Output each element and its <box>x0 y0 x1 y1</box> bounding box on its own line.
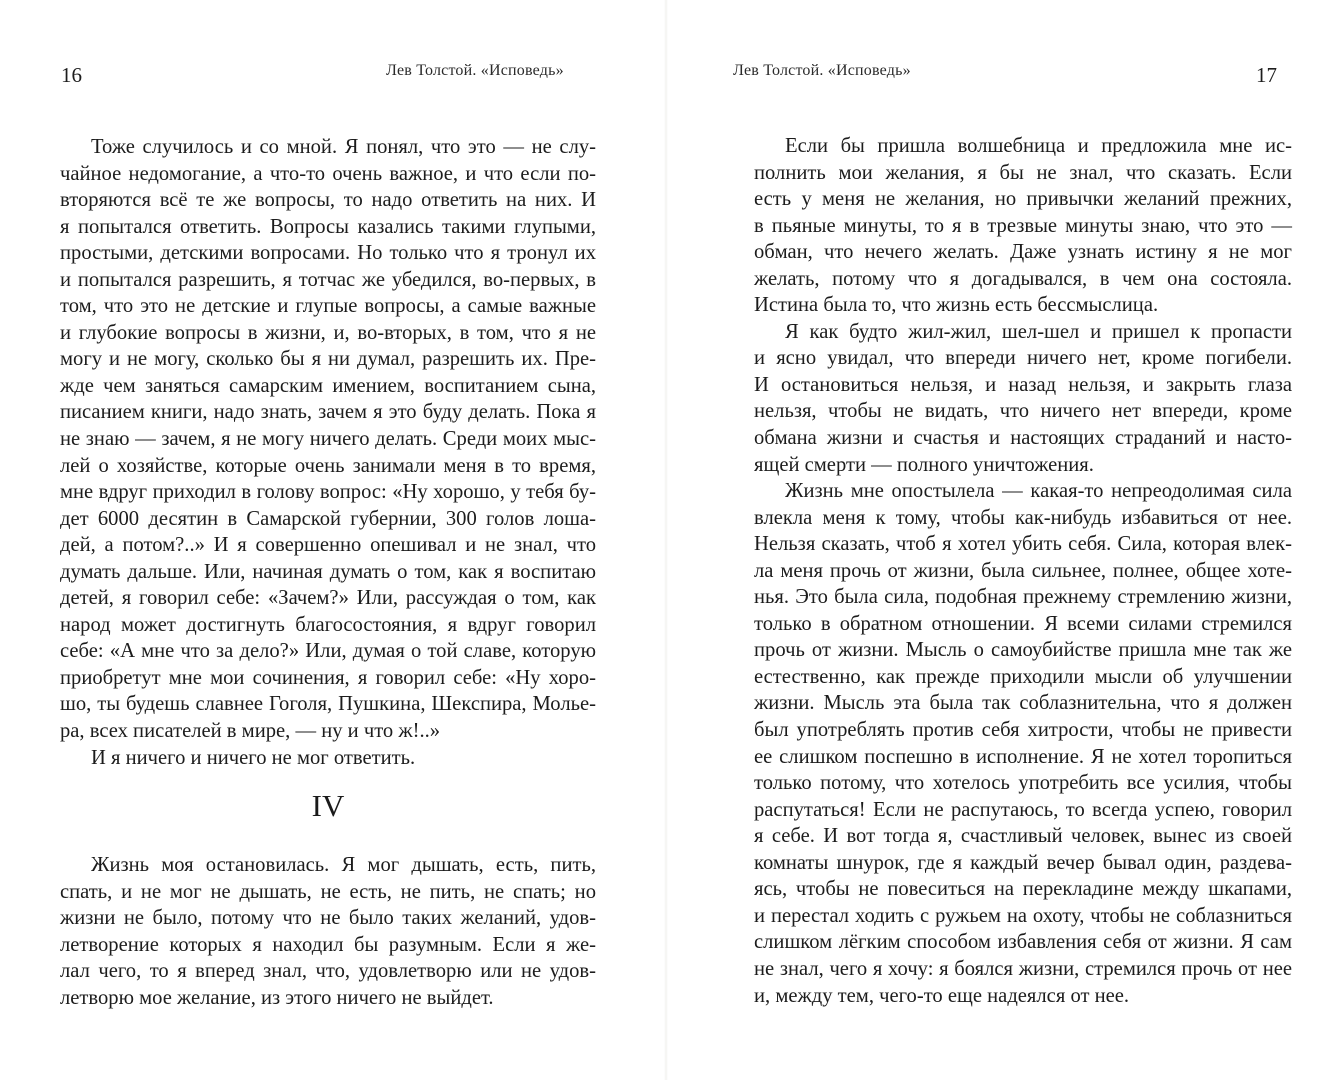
text-line: ра, всех писателей в мире, — ну и что ж!..» <box>60 720 441 743</box>
text-line: не знал, чего я хочу: я боялся жизни, стремился прочь от нее <box>754 957 1292 980</box>
text-line: Нельзя сказать, чтоб я хотел убить себя. Сила, которая влек- <box>754 533 1292 556</box>
text-line: шо, ты будешь славнее Гоголя, Пушкина, Шекспира, Молье- <box>60 693 596 716</box>
text-line: детей, я говорил себе: «Зачем?» Или, рассуждая о том, как <box>60 587 596 610</box>
text-line: прочь от жизни. Мысль о самоубийстве пришла мне так же <box>754 639 1292 662</box>
text-line: Я как будто жил-жил, шел-шел и пришел к пропасти <box>785 320 1292 343</box>
text-line: и, между тем, чего-то еще надеялся от нее. <box>754 984 1130 1007</box>
text-line: комнаты шнурок, где я каждый вечер бывал один, раздева- <box>754 851 1292 874</box>
text-line: писанием книги, надо знать, зачем я это буду делать. Пока я <box>60 401 596 424</box>
text-line: только в обратном отношении. Я всеми силами стремился <box>754 612 1292 635</box>
text-line: и попытался разрешить, я тотчас же убедился, во-первых, в <box>60 268 596 291</box>
text-line: могу и не могу, сколько бы я ни думал, разрешить их. Пре- <box>60 348 596 371</box>
text-line: жизни не было, потому что не было таких желаний, удов- <box>60 907 596 930</box>
text-line: лей о хозяйстве, которые очень занимали меня в то время, <box>60 454 596 477</box>
text-line: полнить мои желания, я бы не знал, что сказать. Если <box>754 161 1292 184</box>
text-line: я себе. И вот тогда я, счастливый человек, вынес из своей <box>754 825 1292 848</box>
text-line: дей, а потом?..» И я совершенно опешивал и не знал, что <box>60 534 596 557</box>
text-line: естественно, как прежде приходили мысли об улучшении <box>754 665 1292 688</box>
text-line: желать, потому что я догадывался, в чем она состояла. <box>754 267 1292 290</box>
text-line: ее слишком поспешно в исполнение. Я не хотел торопиться <box>754 745 1292 768</box>
text-line: простыми, детскими вопросами. Но только что я тронул их <box>60 242 596 265</box>
text-line: в пьяные минуты, то я в трезвые минуты знаю, что это — <box>754 214 1292 237</box>
text-line: И остановиться нельзя, и назад нельзя, и закрыть глаза <box>754 373 1292 396</box>
page-body <box>60 134 596 1011</box>
text-line: и ясно увидал, что впереди ничего нет, кроме погибели. <box>754 347 1292 370</box>
text-line: только потому, что хотелось употребить все усилия, чтобы <box>754 772 1292 795</box>
text-line: думать дальше. Или, начиная думать о том, как я воспитаю <box>60 560 596 583</box>
text-line: ла меня прочь от жизни, была сильнее, полнее, общее хоте- <box>754 559 1292 582</box>
text-line: обман, что нечего желать. Даже узнать истину я не мог <box>754 241 1292 264</box>
text-line: И я ничего и ничего не мог ответить. <box>91 746 416 769</box>
text-line: и глубокие вопросы в жизни, и, во-вторых, в том, что я не <box>60 321 596 344</box>
chapter-heading: IV <box>311 788 345 824</box>
text-line: себе: «А мне что за дело?» Или, думая о той славе, которую <box>60 640 596 663</box>
text-line: Тоже случилось и со мной. Я понял, что это — не слу- <box>91 136 596 158</box>
page-number: 17 <box>1256 63 1277 87</box>
left-page <box>0 0 664 1080</box>
text-line: летворю мое желание, из этого ничего не выйдет. <box>60 986 494 1009</box>
text-line: распутаться! Если не распутаюсь, то всегда успею, говорил <box>754 798 1292 821</box>
page-number: 16 <box>61 63 82 87</box>
text-line: не знаю — зачем, я не могу ничего делать. Среди моих мыс- <box>60 428 596 451</box>
text-line: дет 6000 десятин в Самарской губернии, 300 голов лоша- <box>60 507 596 530</box>
text-line: жде чем заняться самарским имением, воспитанием сына, <box>60 374 596 397</box>
running-head: Лев Толстой. «Исповедь» <box>733 62 911 79</box>
text-line: народ может достигнуть благосостояния, я вдруг говорил <box>60 613 596 636</box>
text-line: том, что это не детские и глупые вопросы, а самые важные <box>60 295 596 318</box>
text-line: нельзя, чтобы не видать, что ничего нет впереди, кроме <box>754 400 1292 423</box>
text-line: обмана жизни и счастья и настоящих страданий и насто- <box>754 427 1292 450</box>
text-line: мне вдруг приходил в голову вопрос: «Ну хорошо, у тебя бу- <box>60 481 596 504</box>
text-line: Если бы пришла волшебница и предложила мне ис- <box>785 135 1292 157</box>
right-page <box>668 0 1331 1080</box>
text-line: приобретут мне мои сочинения, я говорил себе: «Ну хоро- <box>60 666 596 689</box>
text-line: Истина была то, что жизнь есть бессмыслица. <box>754 294 1159 317</box>
text-line: слишком лёгким способом избавления себя от жизни. Я сам <box>754 931 1292 954</box>
text-line: спать, и не мог не дышать, не есть, не пить, не спать; но <box>60 880 596 903</box>
text-line: ясь, чтобы не повеситься на перекладине между шкапами, <box>754 878 1292 901</box>
text-line: Жизнь моя остановилась. Я мог дышать, есть, пить, <box>91 854 596 877</box>
text-line: я попытался ответить. Вопросы казались такими глупыми, <box>60 215 596 238</box>
text-line: летворение которых я находил бы разумным. Если я же- <box>60 933 596 956</box>
text-line: и перестал ходить с ружьем на охоту, чтобы не соблазниться <box>754 904 1292 927</box>
page-body <box>754 133 1292 1009</box>
text-line: чайное недомогание, а что-то очень важное, и что если по- <box>60 162 596 185</box>
text-line: вторяются всё те же вопросы, то надо ответить на них. И <box>60 189 596 212</box>
text-line: нья. Это была сила, подобная прежнему стремлению жизни, <box>754 586 1292 609</box>
running-head: Лев Толстой. «Исповедь» <box>386 62 564 79</box>
text-line: есть у меня не желания, но привычки желаний прежних, <box>754 188 1292 211</box>
text-line: Жизнь мне опостылела — какая-то непреодолимая сила <box>785 480 1292 503</box>
text-line: лал чего, то я вперед знал, что, удовлетворю или не удов- <box>60 960 596 983</box>
text-line: жизни. Мысль эта была так соблазнительна, что я должен <box>754 692 1292 715</box>
text-line: был употреблять против себя хитрости, чтобы не привести <box>754 719 1292 742</box>
text-line: влекла меня к тому, чтобы как-нибудь избавиться от нее. <box>754 506 1292 529</box>
text-line: ящей смерти — полного уничтожения. <box>754 453 1094 476</box>
